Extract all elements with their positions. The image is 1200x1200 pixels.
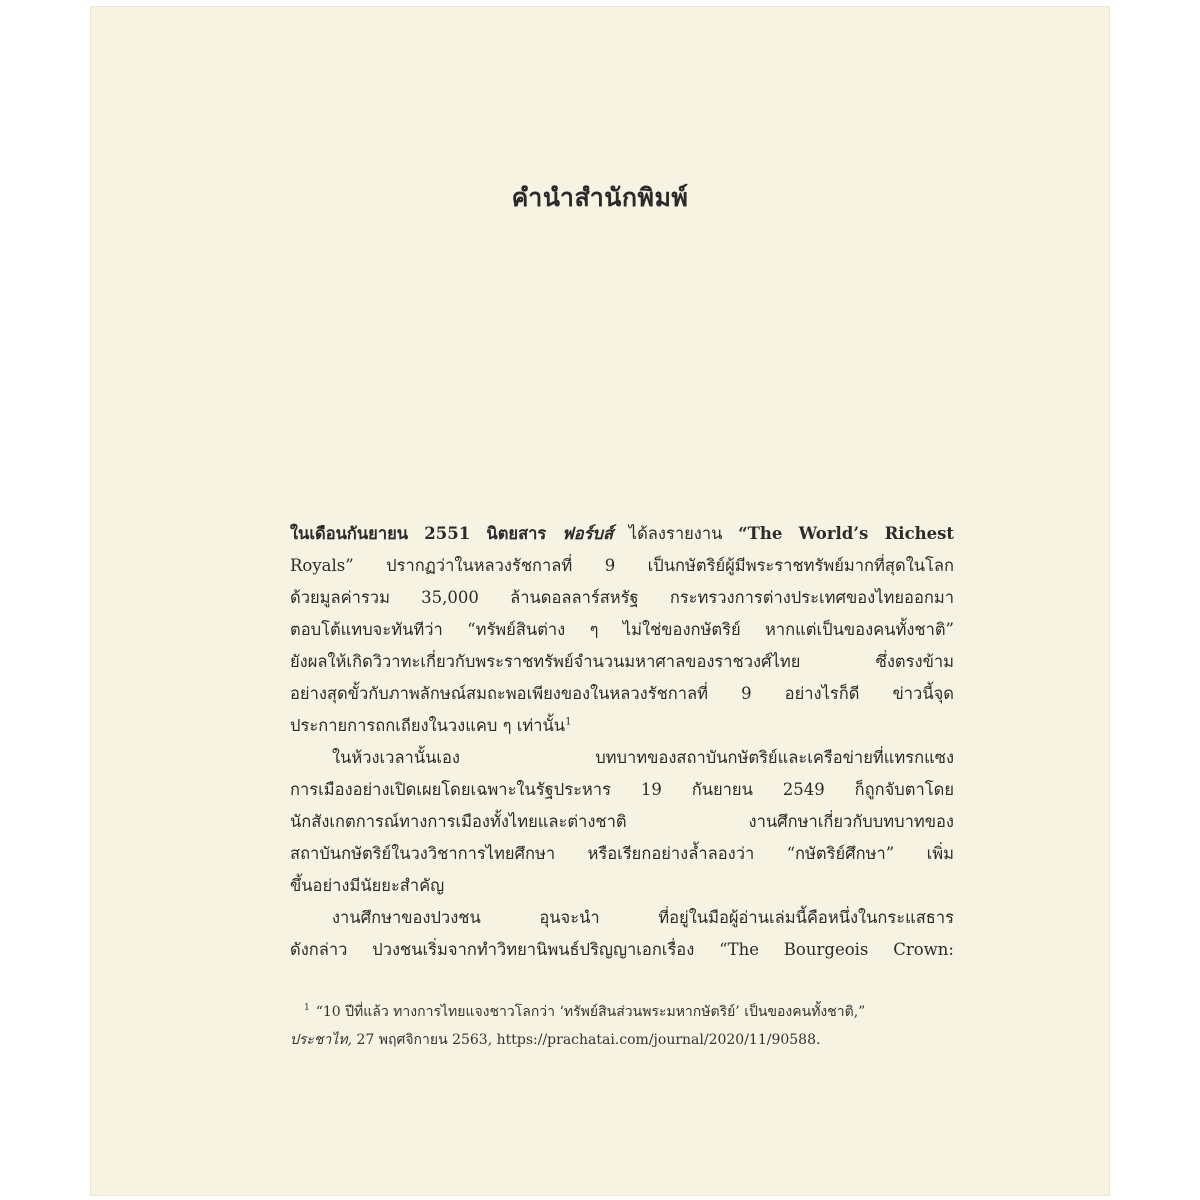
report-title: “The World’s Richest [738,524,954,543]
publication-name: ประชาไท, [290,1032,353,1048]
paragraph-1-line-6: อย่างสุดขั้วกับภาพลักษณ์สมถะพอเพียงของในหลวงรัชกาลที่ 9 อย่างไรก็ดี ข่าวนี้จุด [290,684,954,703]
paragraph-1-line-4: ตอบโต้แทบจะทันทีว่า “ทรัพย์สินต่าง ๆ ไม่ใช่ของกษัตริย์ หากแต่เป็นของคนทั้งชาติ” [290,620,954,639]
text-span: ได้ลงรายงาน [628,524,723,543]
book-page [90,6,1110,1196]
footnote [290,998,954,1054]
text-span: 27 พฤศจิกายน 2563, https://prachatai.com/journal/2020/11/90588. [356,1032,821,1048]
footnote-number: 1 [304,1003,310,1014]
footnote-line-2 [290,1026,954,1054]
page-title: คำนำสำนักพิมพ์ [511,183,689,212]
body-text [290,518,954,966]
paragraph-3-line-2: ดังกล่าว ปวงชนเริ่มจากทำวิทยานิพนธ์ปริญญาเอกเรื่อง “The Bourgeois Crown: [290,940,954,959]
footnote-line-1 [290,998,954,1026]
paragraph-2-line-2: การเมืองอย่างเปิดเผยโดยเฉพาะในรัฐประหาร 19 กันยายน 2549 ก็ถูกจับตาโดย [290,780,954,799]
paragraph-2-line-5: ขึ้นอย่างมีนัยยะสำคัญ [290,876,445,895]
paragraph-1-line-5: ยังผลให้เกิดวิวาทะเกี่ยวกับพระราชทรัพย์จำนวนมหาศาลของราชวงศ์ไทย ซึ่งตรงข้าม [290,652,954,671]
paragraph-1-line-2: Royals” ปรากฏว่าในหลวงรัชกาลที่ 9 เป็นกษัตริย์ผู้มีพระราชทรัพย์มากที่สุดในโลก [290,556,954,575]
text-span: ในเดือนกันยายน 2551 นิตยสาร [290,524,547,543]
paragraph-3-line-1: งานศึกษาของปวงชน อุนจะนำ ที่อยู่ในมือผู้อ่านเล่มนี้คือหนึ่งในกระแสธาร [332,908,954,927]
text-span: “10 ปีที่แล้ว ทางการไทยแจงชาวโลกว่า ‘ทรัพย์สินส่วนพระมหากษัตริย์’ เป็นของคนทั้งชาติ,” [315,1004,866,1020]
paragraph-1-line-1 [290,518,954,550]
paragraph-1-line-7 [290,710,954,742]
paragraph-2-line-4: สถาบันกษัตริย์ในวงวิชาการไทยศึกษา หรือเรียกอย่างล้ำลองว่า “กษัตริย์ศึกษา” เพิ่ม [290,844,954,863]
paragraph-1-line-3: ด้วยมูลค่ารวม 35,000 ล้านดอลลาร์สหรัฐ กระทรวงการต่างประเทศของไทยออกมา [290,588,954,607]
paragraph-2-line-1: ในห้วงเวลานั้นเอง บทบาทของสถาบันกษัตริย์และเครือข่ายที่แทรกแซง [332,748,954,767]
footnote-marker: 1 [565,716,572,728]
magazine-title: ฟอร์บส์ [562,524,614,543]
text-span: ประกายการถกเถียงในวงแคบ ๆ เท่านั้น [290,716,566,735]
paragraph-2-line-3: นักสังเกตการณ์ทางการเมืองทั้งไทยและต่างชาติ งานศึกษาเกี่ยวกับบทบาทของ [290,812,954,831]
